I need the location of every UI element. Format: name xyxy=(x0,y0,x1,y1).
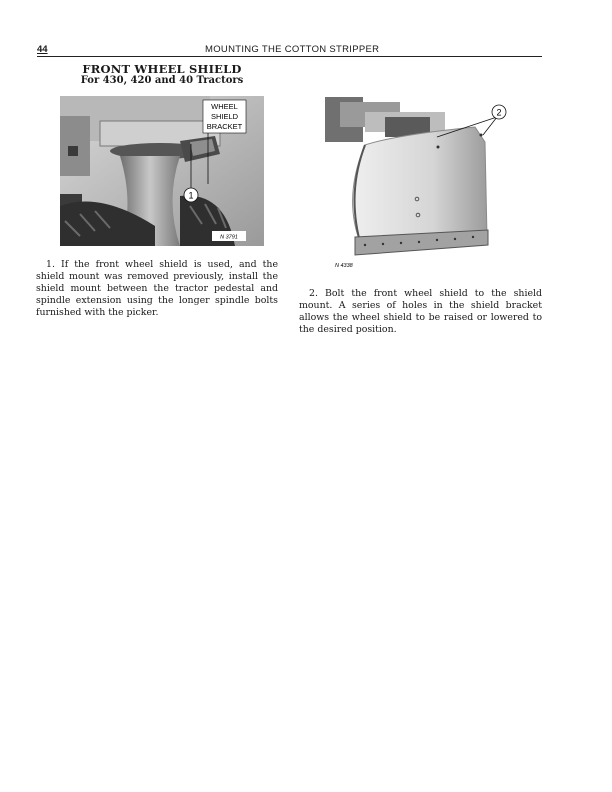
step-2-paragraph xyxy=(299,288,542,336)
figure-2-callout-number: 2 xyxy=(496,107,502,118)
figure-1-illustration xyxy=(60,96,264,246)
step-1-text: 1. If the front wheel shield is used, and the shield mount was removed previously, install the shield mount between the tractor pedestal and spindle extension using the longer spindle bolts furnished with the picker. xyxy=(36,259,278,318)
page-number: 44 xyxy=(37,44,48,55)
section-title: FRONT WHEEL SHIELD xyxy=(82,62,242,76)
figure-1-callout-number: 1 xyxy=(188,190,194,201)
step-1-paragraph xyxy=(36,259,278,319)
section-subtitle: For 430, 420 and 40 Tractors xyxy=(80,75,244,86)
header-rule xyxy=(37,56,542,57)
running-head: MOUNTING THE COTTON STRIPPER xyxy=(205,44,380,55)
step-2-text: 2. Bolt the front wheel shield to the shield mount. A series of holes in the shield bracket allows the wheel shield to be raised or lowered to the desired position. xyxy=(299,288,542,335)
figure-2-id: N 4338 xyxy=(335,263,353,269)
figure-1-label-line-1: WHEEL xyxy=(211,102,238,111)
figure-1-photo xyxy=(60,96,264,246)
figure-1-label-line-3: BRACKET xyxy=(206,122,243,131)
figure-2-photo xyxy=(325,97,502,272)
figure-1-label-line-2: SHIELD xyxy=(210,112,239,121)
figure-2-illustration xyxy=(325,97,502,272)
figure-1-id: N 3791 xyxy=(220,234,238,241)
